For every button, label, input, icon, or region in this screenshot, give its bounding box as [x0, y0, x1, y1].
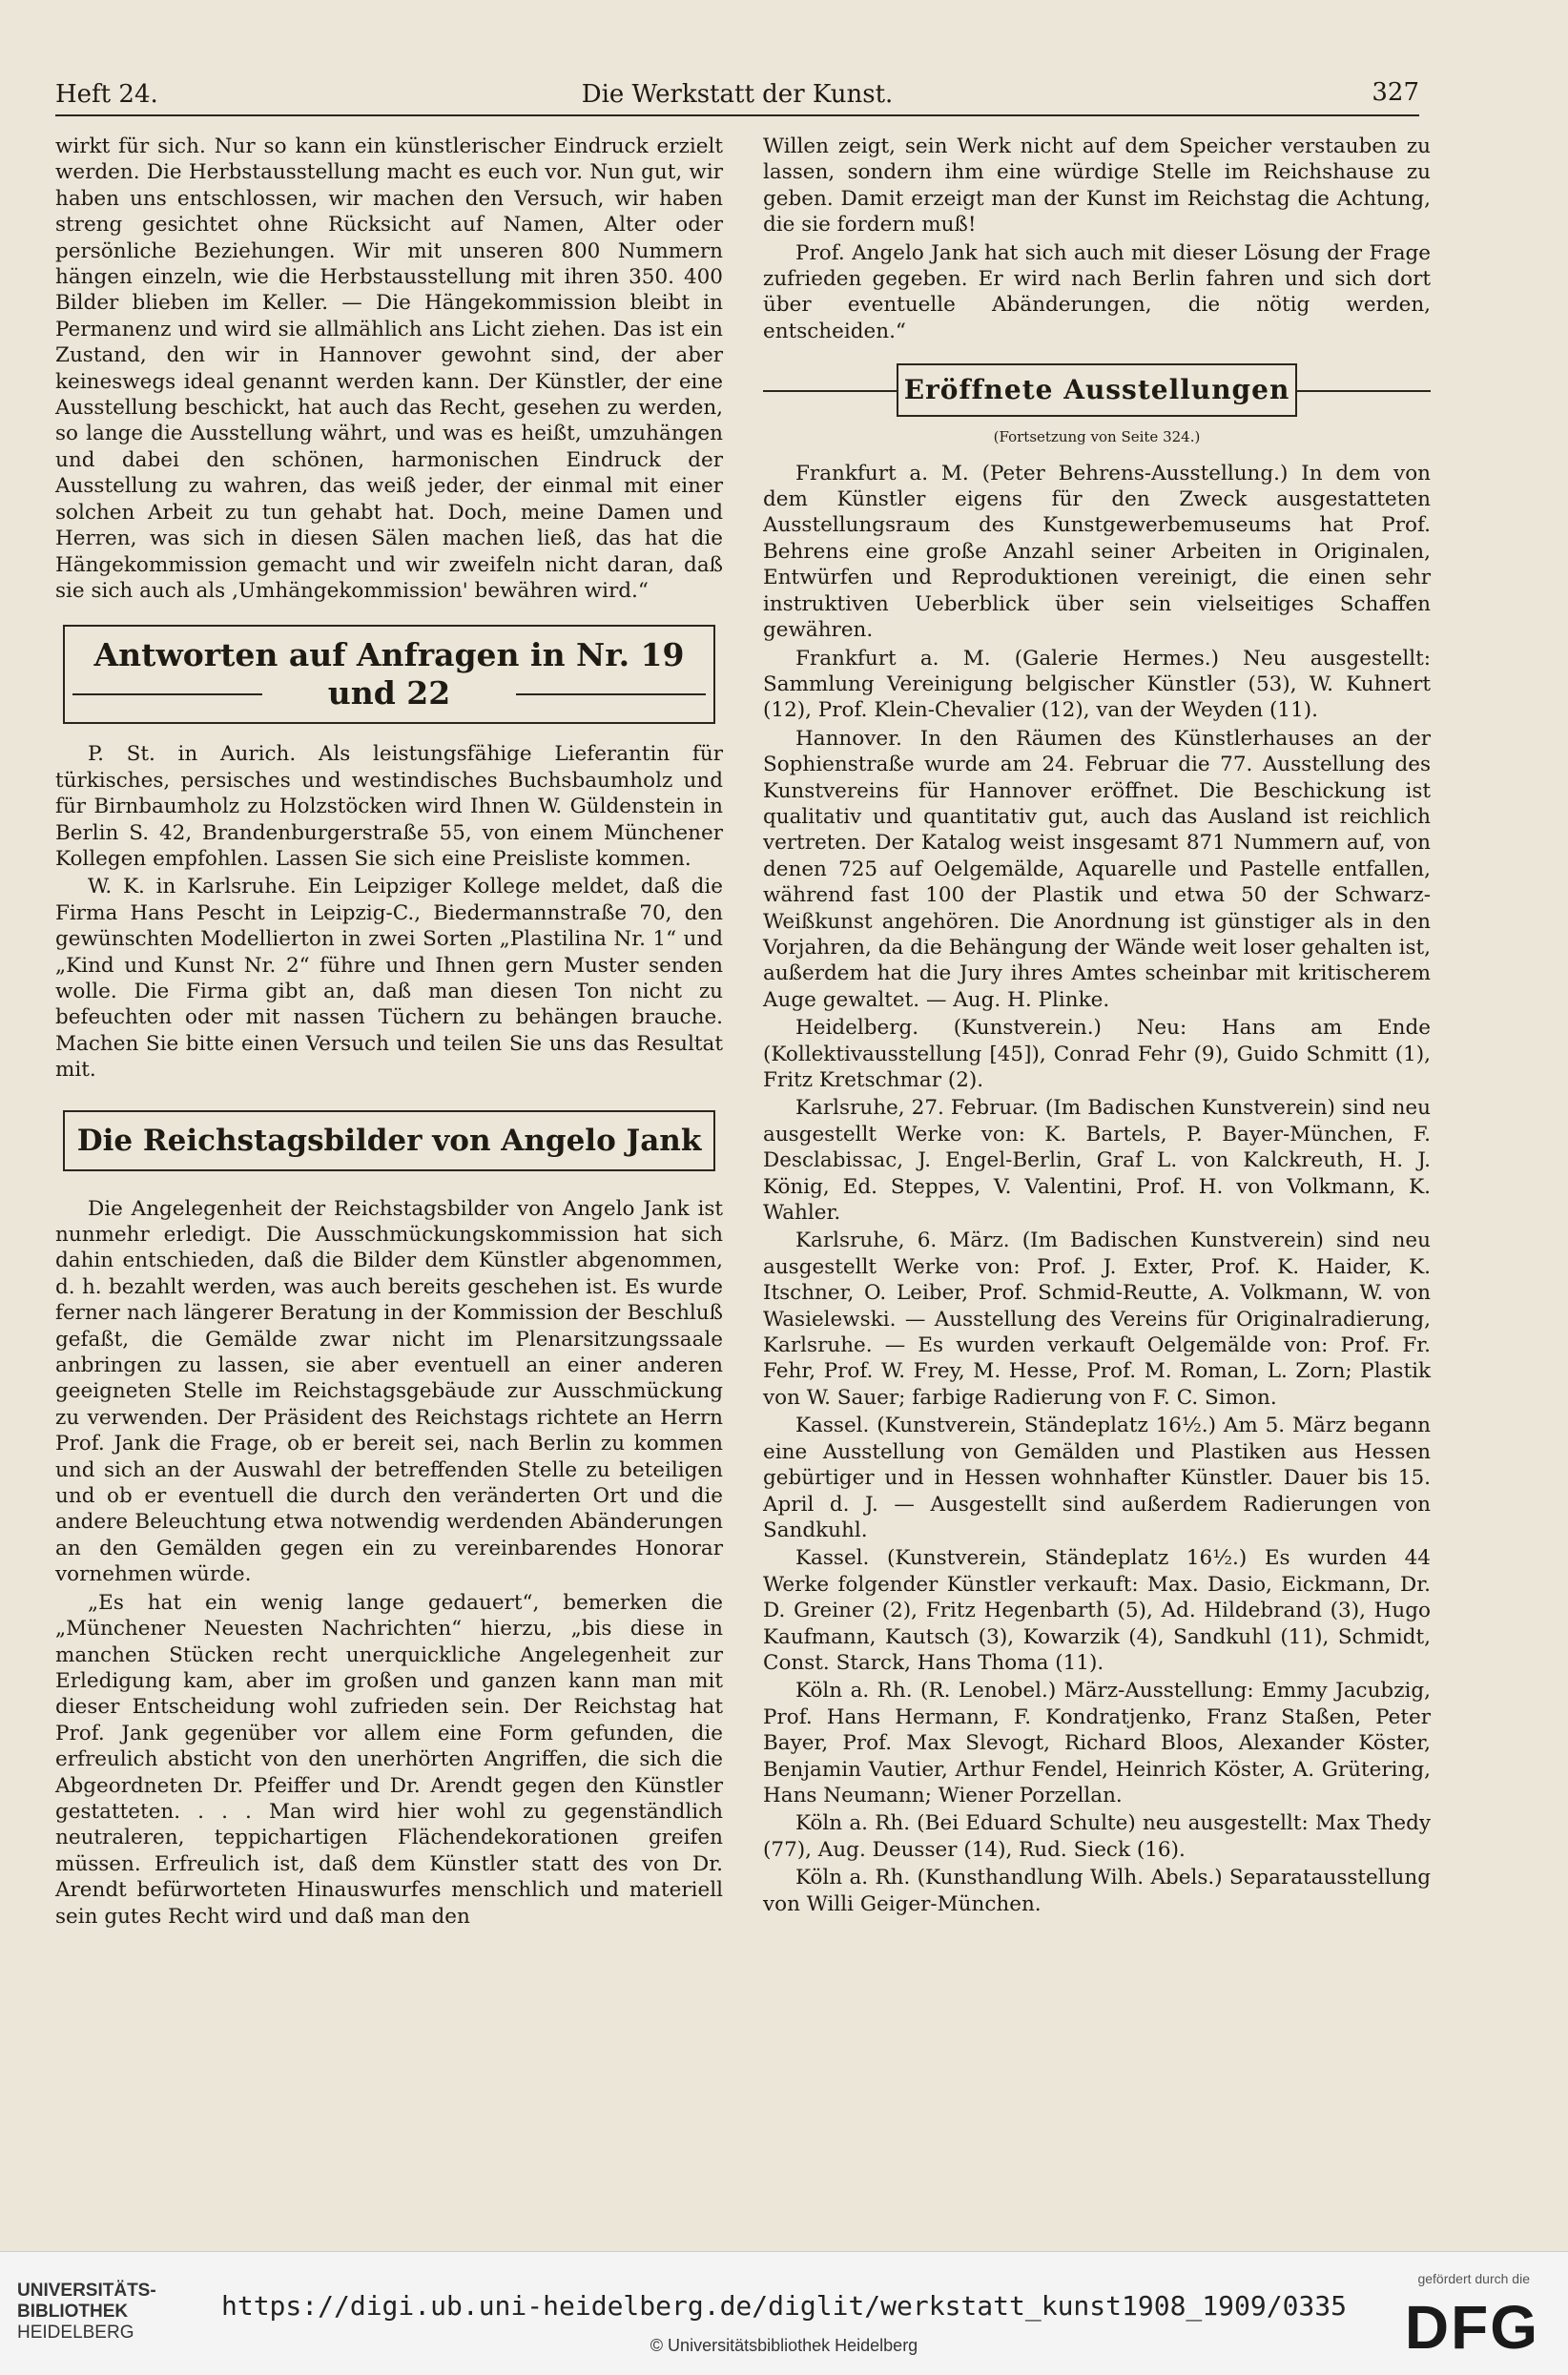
heading-rule: [763, 390, 897, 392]
issue-label: Heft 24.: [55, 80, 158, 109]
exhibition-entry: Heidelberg. (Kunstverein.) Neu: Hans am Ende (Kollektivausstellung [45]), Conrad Fehr (9), Guido Schmitt (1), Fritz Kretschmar (2).: [763, 1016, 1431, 1092]
exhibition-entry: Frankfurt a. M. (Galerie Hermes.) Neu ausgestellt: Sammlung Vereinigung belgischer Künstler (53), W. Kuhnert (12), Prof. Klein-Chevalier (12), van der Weyden (11).: [763, 646, 1431, 723]
library-name-line: BIBLIOTHEK: [17, 2302, 129, 2322]
viewer-footer: [0, 2251, 1568, 2375]
article-paragraph: Prof. Angelo Jank hat sich auch mit dieser Lösung der Frage zufrieden gegeben. Er wird nach Berlin fahren und sich dort über eventuelle Abänderungen, die nötig werden, entscheiden.“: [763, 240, 1431, 343]
left-column: [55, 134, 723, 1930]
right-column: [763, 134, 1431, 1917]
journal-title: Die Werkstatt der Kunst.: [581, 80, 894, 109]
permalink-url[interactable]: https://digi.ub.uni-heidelberg.de/diglit/werkstatt_kunst1908_1909/0335: [220, 2290, 1348, 2322]
exhibition-entry: Karlsruhe, 27. Februar. (Im Badischen Kunstverein) sind neu ausgestellt Werke von: K. Bartels, P. Bayer-München, F. Desclabissac, J. Engel-Berlin, Graf L. von Kalckreuth, H. J. König, Ed. Steppes, V. Valentini, Prof. H. von Volkmann, K. Wahler.: [763, 1096, 1431, 1226]
exhibition-entry: Köln a. Rh. (Bei Eduard Schulte) neu ausgestellt: Max Thedy (77), Aug. Deusser (14), Rud. Sieck (16).: [763, 1811, 1431, 1862]
exhibition-entry: Karlsruhe, 6. März. (Im Badischen Kunstverein) sind neu ausgestellt Werke von: Prof. J. Exter, Prof. K. Haider, K. Itschner, O. Leiber, Prof. Schmid-Reutte, A. Volkmann, W. von Wasielewski. — Ausstellung des Vereins für Originalradierung, Karlsruhe. — Es wurden verkauft Oelgemälde von: Prof. Fr. Fehr, Prof. W. Frey, M. Hesse, Prof. M. Roman, L. Zorn; Plastik von W. Sauer; farbige Radierung von F. C. Simon.: [763, 1229, 1431, 1410]
exhibition-entry: Kassel. (Kunstverein, Ständeplatz 16½.) Am 5. März begann eine Ausstellung von Gemälden und Plastiken aus Hessen gebürtiger und in Hessen wohnhafter Künstler. Dauer bis 15. April d. J. — Ausgestellt sind außerdem Radierungen von Sandkuhl.: [763, 1414, 1431, 1542]
answer-paragraph: W. K. in Karlsruhe. Ein Leipziger Kollege meldet, daß die Firma Hans Pescht in Leipzig-C., Biedermannstraße 70, den gewünschten Modellierton in zwei Sorten „Plastilina Nr. 1“ und „Kind und Kunst Nr. 2“ führe und Ihnen gern Muster senden wolle. Die Firma gibt an, daß man diesen Ton nicht zu befeuchten oder mit nassen Tüchern zu behängen brauche. Machen Sie bitte einen Versuch und teilen Sie uns das Resultat mit.: [55, 875, 723, 1083]
copyright-notice: © Universitätsbibliothek Heidelberg: [650, 2336, 918, 2355]
exhibition-entry: Hannover. In den Räumen des Künstlerhauses an der Sophienstraße wurde am 24. Februar die 77. Ausstellung des Kunstvereins für Hannover eröffnet. Die Beschickung ist qualitativ und quantitativ gut, auch das Ausland ist reichlich vertreten. Der Katalog weist insgesamt 871 Nummern auf, von denen 725 auf Oelgemälde, Aquarelle und Pastelle entfallen, während fast 100 der Plastik und etwa 50 der Schwarz-Weißkunst angehören. Die Anordnung ist günstiger als in den Vorjahren, da die Behängung der Wände weit loser gehalten ist, außerdem hat die Jury ihres Amtes scheinbar mit kritischerem Auge gewaltet. — Aug. H. Plinke.: [763, 726, 1431, 1012]
exhibition-entry: Köln a. Rh. (R. Lenobel.) März-Ausstellung: Emmy Jacubzig, Prof. Hans Hermann, F. Kondratjenko, Franz Staßen, Peter Bayer, Prof. Max Slevogt, Richard Bloos, Alexander Köster, Benjamin Vautier, Arthur Fendel, Heinrich Köster, A. Grütering, Hans Neumann; Wiener Porzellan.: [763, 1679, 1431, 1807]
exhibition-entry: Köln a. Rh. (Kunsthandlung Wilh. Abels.) Separatausstellung von Willi Geiger-München.: [763, 1866, 1431, 1916]
article-paragraph: Die Angelegenheit der Reichstagsbilder von Angelo Jank ist nunmehr erledigt. Die Ausschmückungskommission hat sich dahin entschieden, daß die Bilder dem Künstler abgenommen, d. h. bezahlt werden, was auch bereits geschehen ist. Es wurde ferner nach längerer Beratung in der Kommission der Beschluß gefaßt, die Gemälde zwar nicht im Plenarsitzungssaale anbringen zu lassen, sie aber eventuell an einer anderen geeigneten Stelle im Reichstagsgebäude zur Ausschmückung zu verwenden. Der Präsident des Reichstags richtete an Herrn Prof. Jank die Frage, ob er bereit sei, nach Berlin zu kommen und sich an der Auswahl der betreffenden Stelle zu beteiligen und ob er eventuell die durch den veränderten Ort und die andere Beleuchtung etwa notwendig werdenden Abänderungen an den Gemälden gegen ein zu vereinbarendes Honorar vornehmen würde.: [55, 1196, 723, 1587]
answers-heading-box: [63, 625, 715, 724]
funding-note: gefördert durch die: [1417, 2271, 1530, 2286]
exhibition-entry: Kassel. (Kunstverein, Ständeplatz 16½.) Es wurden 44 Werke folgender Künstler verkauft: Max. Dasio, Eickmann, Dr. D. Greiner (2), Fritz Hegenbarth (5), Ad. Hildebrand (3), Hugo Kaufmann, Kautsch (3), Kowarzik (4), Sandkuhl (11), Schmidt, Const. Starck, Hans Thoma (11).: [763, 1546, 1431, 1675]
library-name-line: UNIVERSITÄTS-: [17, 2281, 156, 2301]
dfg-logo[interactable]: DFG: [1404, 2293, 1539, 2362]
answer-paragraph: P. St. in Aurich. Als leistungsfähige Lieferantin für türkisches, persisches und westindisches Buchsbaumholz und für Birnbaumholz zu Holzstöcken wird Ihnen W. Güldenstein in Berlin S. 42, Brandenburgerstraße 55, von einem Münchener Kollegen empfohlen. Lassen Sie sich eine Preisliste kommen.: [55, 742, 723, 871]
page-header: [55, 69, 1419, 116]
answers-heading-sub: und 22: [72, 674, 706, 712]
article-paragraph: „Es hat ein wenig lange gedauert“, bemerken die „Münchener Neuesten Nachrichten“ hierzu, „bis diese in manchen Stücken recht unerquickliche Angelegenheit zur Erledigung kam, aber im großen und ganzen kann man mit dieser Entscheidung wohl zufrieden sein. Der Reichstag hat Prof. Jank gegenüber vor allem eine Form gefunden, die erfreulich absticht von den unerhörten Angriffen, die sich die Abgeordneten Dr. Pfeiffer und Dr. Arendt gegen den Künstler gestatteten. . . . Man wird hier wohl zu gegenständlich neutraleren, teppichartigen Flächendekorationen greifen müssen. Erfreulich ist, daß dem Künstler statt des von Dr. Arendt befürworteten Hinauswurfes menschlich und materiell sein gutes Recht wird und daß man den: [55, 1590, 723, 1929]
heading-rule: [1297, 390, 1431, 392]
jank-heading-box: [63, 1110, 715, 1171]
library-name-line: HEIDELBERG: [17, 2323, 134, 2343]
article-paragraph: Willen zeigt, sein Werk nicht auf dem Speicher verstauben zu lassen, sondern ihm eine würdige Stelle im Reichshause zu geben. Damit erzeigt man der Kunst im Reichstag die Achtung, die sie fordern muß!: [763, 134, 1431, 238]
exhibitions-heading-box: [763, 363, 1431, 419]
page-number: 327: [1372, 78, 1419, 107]
jank-heading: Die Reichstagsbilder von Angelo Jank: [76, 1123, 702, 1158]
intro-paragraph: wirkt für sich. Nur so kann ein künstlerischer Eindruck erzielt werden. Die Herbstausstellung macht es euch vor. Nun gut, wir haben uns entschlossen, wir machen den Versuch, wir haben streng gesichtet ohne Rücksicht auf Namen, Alter oder persönliche Beziehungen. Wir mit unseren 800 Nummern hängen einzeln, wie die Herbstausstellung mit ihren 350. 400 Bilder blieben im Keller. — Die Hängekommission bleibt in Permanenz und wird sie allmählich ans Licht ziehen. Das ist ein Zustand, den wir in Hannover gewohnt sind, der aber keineswegs ideal genannt werden kann. Der Künstler, der eine Ausstellung beschickt, hat auch das Recht, gesehen zu werden, so lange die Ausstellung währt, und was es heißt, umzuhängen und dabei den schönen, harmonischen Eindruck der Ausstellung zu wahren, das weiß jeder, der einmal mit einer solchen Arbeit zu tun gehabt hat. Doch, meine Damen und Herren, was sich in diesen Sälen machen ließ, das hat die Hängekommission gemacht und wir zweifeln nicht daran, daß sie sich auch als ‚Umhängekommission' bewähren wird.“: [55, 134, 723, 603]
exhibition-entry: Frankfurt a. M. (Peter Behrens-Ausstellung.) In dem von dem Künstler eigens für den Zweck ausgestatteten Ausstellungsraum des Kunstgewerbemuseums hat Prof. Behrens eine große Anzahl seiner Arbeiten in Originalen, Entwürfen und Reproduktionen vereinigt, die einen sehr instruktiven Ueberblick über sein vielseitiges Schaffen gewähren.: [763, 461, 1431, 643]
exhibitions-heading: Eröffnete Ausstellungen: [897, 363, 1297, 417]
continuation-note: (Fortsetzung von Seite 324.): [993, 428, 1201, 446]
answers-heading: Antworten auf Anfragen in Nr. 19: [93, 636, 685, 674]
